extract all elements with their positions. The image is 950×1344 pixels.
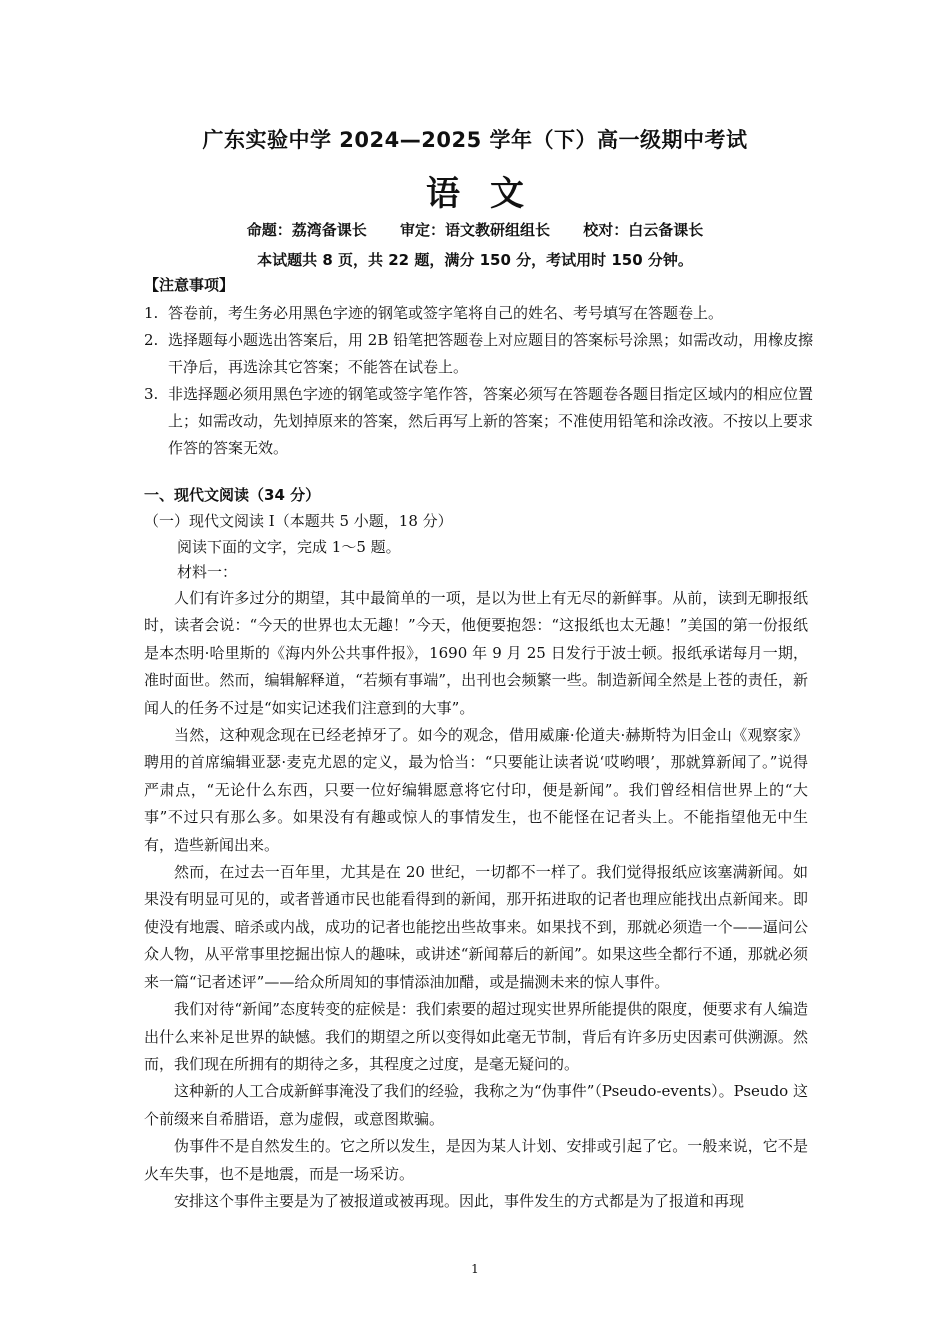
notice-item: [144, 300, 814, 327]
paragraph: 伪事件不是自然发生的。它之所以发生，是因为某人计划、安排或引起了它。一般来说，它不是火车失事，也不是地震，而是一场采访。: [144, 1137, 808, 1183]
reading-instruction: 阅读下面的文字，完成 1～5 题。: [177, 538, 401, 556]
notice-item: [144, 327, 814, 381]
subject-title: 语文: [426, 174, 554, 214]
paragraph: 当然，这种观念现在已经老掉牙了。如今的观念，借用威廉·伦道夫·赫斯特为旧金山《观察家》聘用的首席编辑亚瑟·麦克尤恩的定义，最为恰当：“只要能让读者说‘哎哟喂’，那就算新闻了。”说得严肃点，“无论什么东西，只要一位好编辑愿意将它付印，便是新闻”。我们曾经相信世界上的“大事”不过只有那么多。如果没有有趣或惊人的事情发生，也不能怪在记者头上。不能指望他无中生有，造些新闻出来。: [144, 726, 808, 854]
notice-item: [144, 381, 814, 462]
page-number: 1: [471, 1262, 479, 1276]
notice-list: [144, 300, 814, 462]
credit-proofreader: 校对：白云备课长: [583, 221, 704, 239]
notice-text: 选择题每小题选出答案后，用 2B 铅笔把答题卷上对应题目的答案标号涂黑；如需改动，用橡皮擦干净后，再选涂其它答案；不能答在试卷上。: [168, 331, 814, 376]
notice-number: 1.: [144, 304, 159, 322]
notice-number: 2.: [144, 331, 159, 349]
exam-title: 广东实验中学 2024—2025 学年（下）高一级期中考试: [202, 128, 748, 152]
subsection-heading: （一）现代文阅读 I（本题共 5 小题，18 分）: [144, 512, 453, 530]
paragraph: 然而，在过去一百年里，尤其是在 20 世纪，一切都不一样了。我们觉得报纸应该塞满新闻。如果没有明显可见的，或者普通市民也能看得到的新闻，那开拓进取的记者也理应能找出点新闻来。即使没有地震、暗杀或内战，成功的记者也能挖出些故事来。如果找不到，那就必须造一个——逼问公众人物，从平常事里挖掘出惊人的趣味，或讲述“新闻幕后的新闻”。如果这些全都行不通，那就必须来一篇“记者述评”——给众所周知的事情添油加醋，或是揣测未来的惊人事件。: [144, 863, 808, 991]
notice-heading: 【注意事项】: [144, 276, 235, 294]
material-label: 材料一：: [177, 563, 238, 581]
paragraph: 我们对待“新闻”态度转变的症候是：我们索要的超过现实世界所能提供的限度，便要求有人编造出什么来补足世界的缺憾。我们的期望之所以变得如此毫无节制，背后有许多历史因素可供溯源。然而，我们现在所拥有的期待之多，其程度之过度，是毫无疑问的。: [144, 1000, 808, 1073]
exam-info: 本试题共 8 页，共 22 题，满分 150 分，考试用时 150 分钟。: [257, 251, 693, 269]
notice-number: 3.: [144, 385, 159, 403]
notice-text: 答卷前，考生务必用黑色字迹的钢笔或签字笔将自己的姓名、考号填写在答题卷上。: [168, 304, 724, 322]
credit-author: 命题：荔湾备课长: [246, 221, 367, 239]
paragraph: 这种新的人工合成新鲜事淹没了我们的经验，我称之为“伪事件”（Pseudo-events）。Pseudo 这个前缀来自希腊语，意为虚假，或意图欺骗。: [144, 1082, 808, 1128]
material-body: [144, 585, 808, 1215]
paragraph: 安排这个事件主要是为了被报道或被再现。因此，事件发生的方式都是为了报道和再现: [174, 1191, 745, 1210]
credits-line: [0, 219, 950, 240]
notice-text: 非选择题必须用黑色字迹的钢笔或签字笔作答，答案必须写在答题卷各题目指定区域内的相应位置上；如需改动，先划掉原来的答案，然后再写上新的答案；不准使用铅笔和涂改液。不按以上要求作答的答案无效。: [168, 385, 814, 457]
credit-reviewer: 审定：语文教研组组长: [399, 221, 550, 239]
paragraph: 人们有许多过分的期望，其中最简单的一项，是以为世上有无尽的新鲜事。从前，读到无聊报纸时，读者会说：“今天的世界也太无趣！”今天，他便要抱怨：“这报纸也太无趣！”美国的第一份报纸是本杰明·哈里斯的《海内外公共事件报》，1690 年 9 月 25 日发行于波士顿。报纸承诺每月一期，准时面世。然而，编辑解释道，“若频有事端”，出刊也会频繁一些。制造新闻全然是上苍的责任，新闻人的任务不过是“如实记述我们注意到的大事”。: [144, 589, 808, 717]
section-heading: 一、现代文阅读（34 分）: [144, 486, 321, 504]
